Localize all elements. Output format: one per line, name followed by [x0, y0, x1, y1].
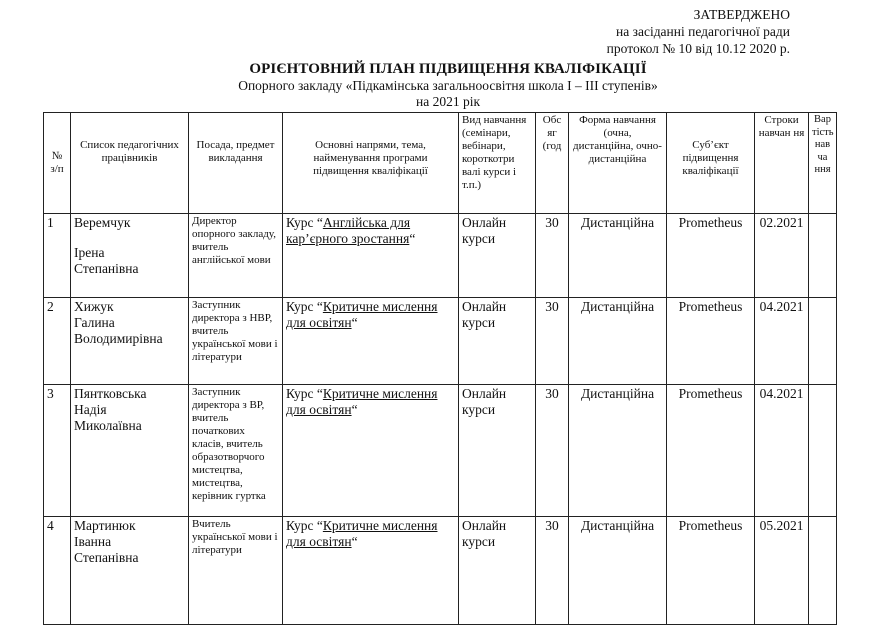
course-title-link[interactable]: Критичне мислення для освітян: [286, 518, 438, 549]
document-subtitle: Опорного закладу «Підкамінська загальноосвітня школа І – ІІІ ступенів»: [238, 78, 658, 93]
column-header-num: № з/п: [44, 113, 71, 214]
training-provider: Prometheus: [667, 385, 755, 517]
teacher-position: Заступник директора з ВР, вчитель початкових класів, вчитель образотворчого мистецтва, мистецтва, керівник гуртка: [189, 385, 283, 517]
column-header-position: Посада, предмет викладання: [189, 113, 283, 214]
training-cost: [809, 517, 837, 625]
training-hours: 30: [536, 214, 569, 298]
teacher-patronymic: Степанівна: [74, 261, 139, 276]
teacher-first-name: Іванна: [74, 534, 112, 549]
column-header-form: Форма навчання (очна, дистанційна, очно-дистанційна: [569, 113, 667, 214]
teacher-patronymic: Степанівна: [74, 550, 139, 565]
course-prefix: Курс “: [286, 518, 323, 533]
teacher-patronymic: Володимирівна: [74, 331, 163, 346]
teacher-name: [71, 298, 189, 385]
teacher-position: Вчитель української мови і літератури: [189, 517, 283, 625]
training-form: Дистанційна: [569, 214, 667, 298]
course-prefix: Курс “: [286, 386, 323, 401]
teacher-surname: Пянтковська: [74, 386, 147, 401]
teacher-surname: Веремчук: [74, 215, 131, 230]
column-header-subject: Суб’єкт підвищення кваліфікації: [667, 113, 755, 214]
training-provider: Prometheus: [667, 517, 755, 625]
teacher-name: [71, 214, 189, 298]
teacher-name: [71, 385, 189, 517]
training-type: Онлайн курси: [459, 298, 536, 385]
document-title: ОРІЄНТОВНИЙ ПЛАН ПІДВИЩЕННЯ КВАЛІФІКАЦІЇ: [249, 61, 647, 77]
course-prefix: Курс “: [286, 215, 323, 230]
teacher-first-name: Ірена: [74, 245, 105, 260]
course-title-link[interactable]: Критичне мислення для освітян: [286, 299, 438, 330]
training-provider: Prometheus: [667, 298, 755, 385]
course-cell: [283, 214, 459, 298]
course-suffix: “: [351, 315, 358, 330]
qualification-plan-table: [43, 112, 837, 625]
training-date: 02.2021: [755, 214, 809, 298]
table-header-row: [44, 113, 837, 214]
training-cost: [809, 298, 837, 385]
teacher-surname: Хижук: [74, 299, 114, 314]
training-provider: Prometheus: [667, 214, 755, 298]
column-header-dates: Строки навчан ня: [755, 113, 809, 214]
course-cell: [283, 298, 459, 385]
column-header-volume: Обс яг (год: [536, 113, 569, 214]
training-hours: 30: [536, 298, 569, 385]
course-suffix: “: [351, 534, 358, 549]
column-header-cost: Вар тість нав ча ння: [809, 113, 837, 214]
teacher-first-name: Надія: [74, 402, 107, 417]
approval-council: на засіданні педагогічної ради: [616, 24, 790, 39]
course-cell: [283, 517, 459, 625]
training-form: Дистанційна: [569, 298, 667, 385]
training-cost: [809, 214, 837, 298]
document-header: [0, 61, 896, 110]
course-title-link[interactable]: Англійська для кар’єрного зростання: [286, 215, 411, 246]
course-prefix: Курс “: [286, 299, 323, 314]
teacher-position: Заступник директора з НВР, вчитель української мови і літератури: [189, 298, 283, 385]
row-num: 2: [44, 298, 71, 385]
training-cost: [809, 385, 837, 517]
column-header-list: Список педагогічних працівників: [71, 113, 189, 214]
row-num: 3: [44, 385, 71, 517]
teacher-first-name: Галина: [74, 315, 115, 330]
column-header-directions: Основні напрями, тема, найменування програми підвищення кваліфікації: [283, 113, 459, 214]
training-form: Дистанційна: [569, 385, 667, 517]
column-header-type: Вид навчання (семінари, вебінари, короткотри валі курси і т.п.): [459, 113, 536, 214]
training-type: Онлайн курси: [459, 385, 536, 517]
approval-stamp: [530, 6, 790, 58]
row-num: 1: [44, 214, 71, 298]
course-suffix: “: [409, 231, 416, 246]
course-cell: [283, 385, 459, 517]
training-date: 05.2021: [755, 517, 809, 625]
training-form: Дистанційна: [569, 517, 667, 625]
teacher-position: Директор опорного закладу, вчитель англійської мови: [189, 214, 283, 298]
table-row: [44, 298, 837, 385]
course-title-link[interactable]: Критичне мислення для освітян: [286, 386, 438, 417]
training-date: 04.2021: [755, 385, 809, 517]
approval-title: ЗАТВЕРДЖЕНО: [693, 7, 790, 22]
training-type: Онлайн курси: [459, 517, 536, 625]
table-row: [44, 517, 837, 625]
approval-protocol: протокол № 10 від 10.12 2020 р.: [606, 41, 790, 56]
teacher-name: [71, 517, 189, 625]
training-date: 04.2021: [755, 298, 809, 385]
document-year: на 2021 рік: [415, 94, 481, 109]
teacher-patronymic: Миколаївна: [74, 418, 142, 433]
table-row: [44, 385, 837, 517]
table-row: [44, 214, 837, 298]
teacher-surname: Мартинюк: [74, 518, 136, 533]
training-hours: 30: [536, 385, 569, 517]
training-type: Онлайн курси: [459, 214, 536, 298]
row-num: 4: [44, 517, 71, 625]
training-hours: 30: [536, 517, 569, 625]
course-suffix: “: [351, 402, 358, 417]
